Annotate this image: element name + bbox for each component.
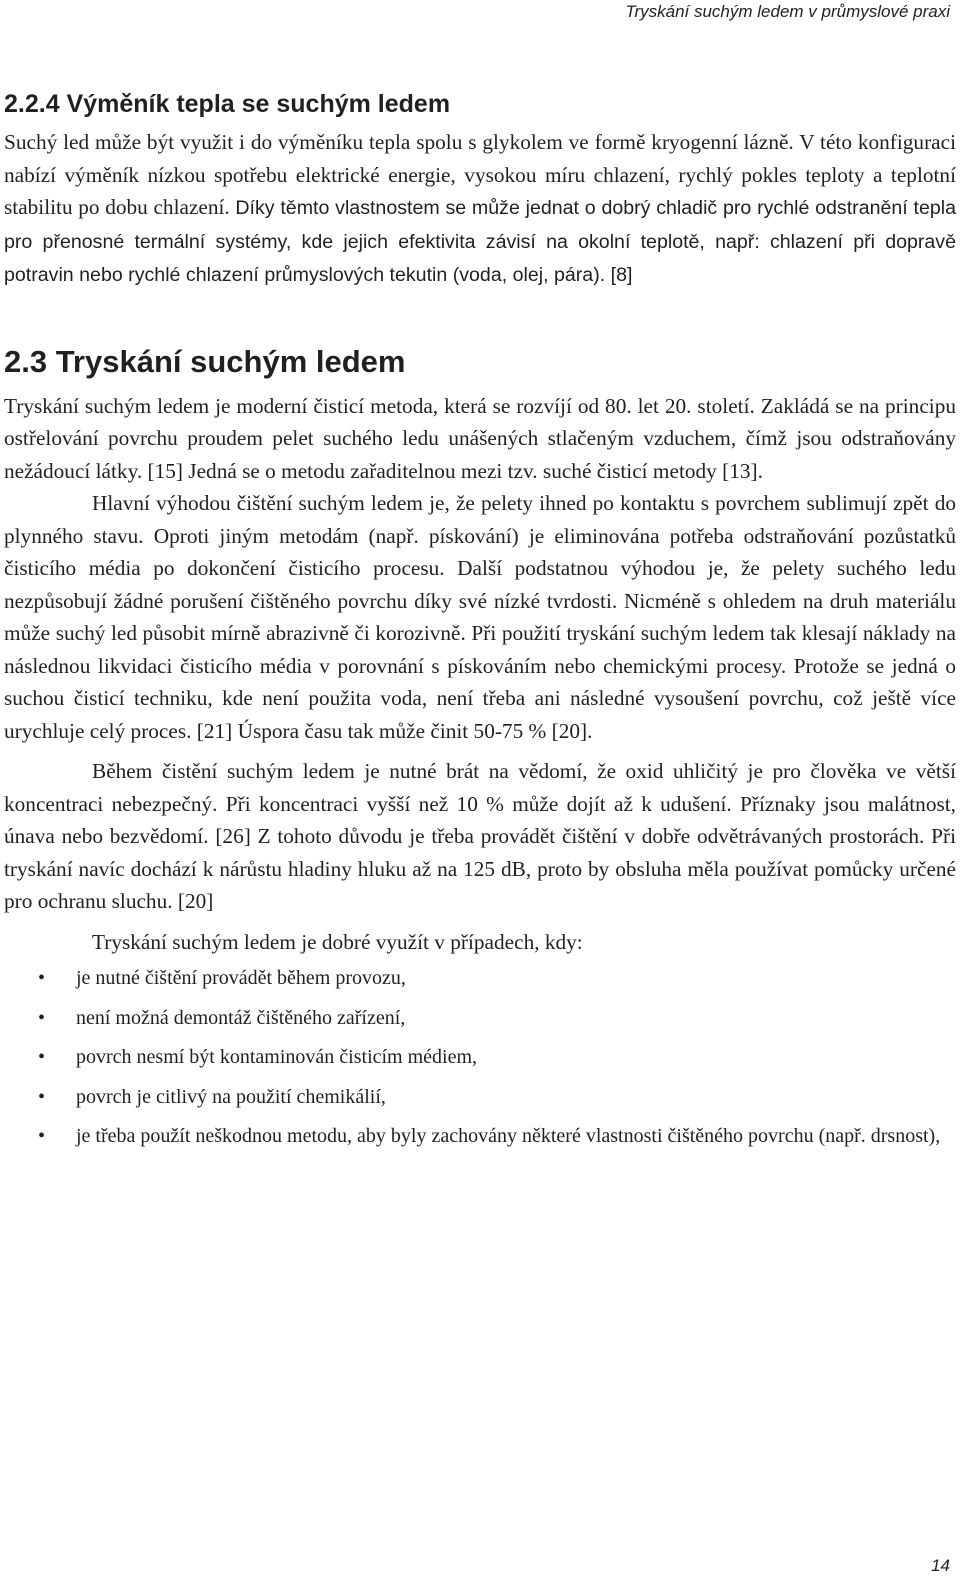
list-item-text: je nutné čištění provádět během provozu, xyxy=(76,967,406,989)
page-number: 14 xyxy=(931,1556,950,1575)
paragraph-main-advantage: Hlavní výhodou čištění suchým ledem je, že pelety ihned po kontaktu s povrchem sublimují zpět do plynného stavu. Oproti jiným metodám (např. pískování) je eliminována potřeba odstraňování pozůstatků čisticího média po dokončení čisticího procesu. Další podstatnou výhodou je, že pelety suchého ledu nezpůsobují žádné porušení čištěného povrchu díky své nízké tvrdosti. Nicméně s ohledem na druh materiálu může suchý led působit mírně abrazivně či korozivně. Při použití tryskání suchým ledem tak klesají náklady na následnou likvidaci čisticího média v porovnání s pískováním nebo chemickými procesy. Protože se jedná o suchou čisticí techniku, kde není použita voda, není třeba ani následné vysoušení povrchu, což ještě více urychluje celý proces. [21] Úspora času tak může činit 50-75 % [20]. xyxy=(4,491,956,743)
running-header: Tryskání suchým ledem v průmyslové praxi xyxy=(625,2,950,21)
list-item xyxy=(4,1041,956,1074)
list-item xyxy=(4,1120,956,1153)
section-heading-2-2-4: 2.2.4 Výměník tepla se suchým ledem xyxy=(4,90,451,118)
paragraph-heat-exchanger-part1: Suchý led může být využit i do výměníku tepla spolu s glykolem ve formě kryogenní lázně. V této konfiguraci nabízí výměník nízkou spotřebu elektrické energie, vysokou míru chlazení, rychlý pokles teploty a teplotní stabilitu po dobu chlazení. xyxy=(4,130,956,219)
list-item-text: povrch je citlivý na použití chemikálií, xyxy=(76,1085,386,1108)
use-case-list xyxy=(4,962,956,1153)
list-item xyxy=(4,962,956,995)
bullet-icon: • xyxy=(38,967,46,989)
paragraph-heat-exchanger-part2: Díky těmto vlastnostem se může jednat o dobrý chladič pro rychlé odstranění tepla pro přenosné termální systémy, kde jejich efektivita závisí na okolní teplotě, např: chlazení při dopravě potravin nebo rychlé chlazení průmyslových tekutin (voda, olej, pára). [8] xyxy=(4,197,956,286)
bullet-icon: • xyxy=(38,1006,46,1029)
section-heading-2-3: 2.3 Tryskání suchým ledem xyxy=(4,343,406,379)
page-content xyxy=(4,86,956,1160)
list-item xyxy=(4,1081,956,1114)
list-item-text: není možná demontáž čištěného zařízení, xyxy=(76,1006,406,1029)
bullet-icon: • xyxy=(38,1085,46,1108)
bullet-icon: • xyxy=(38,1125,46,1147)
list-item-text: povrch nesmí být kontaminován čisticím médiem, xyxy=(76,1046,478,1068)
list-intro: Tryskání suchým ledem je dobré využít v případech, kdy: xyxy=(92,929,583,954)
paragraph-safety: Během čistění suchým ledem je nutné brát na vědomí, že oxid uhličitý je pro člověka ve větší koncentraci nebezpečný. Při koncentraci vyšší než 10 % může dojít až k udušení. Příznaky jsou malátnost, únava nebo bezvědomí. [26] Z tohoto důvodu je třeba provádět čištění v dobře odvětrávaných prostorách. Při tryskání navíc dochází k nárůstu hladiny hluku až na 125 dB, proto by obsluha měla používat pomůcky určené pro ochranu sluchu. [20] xyxy=(4,759,956,913)
list-item xyxy=(4,1002,956,1035)
bullet-icon: • xyxy=(38,1046,46,1068)
paragraph-heat-exchanger xyxy=(4,126,956,292)
list-item-text: je třeba použít neškodnou metodu, aby byly zachovány některé vlastnosti čištěného povrchu (např. drsnost), xyxy=(76,1125,941,1147)
paragraph-dry-ice-intro: Tryskání suchým ledem je moderní čisticí metoda, která se rozvíjí od 80. let 20. století. Zakládá se na principu ostřelování povrchu proudem pelet suchého ledu unášených stlačeným vzduchem, čímž jsou odstraňovány nežádoucí látky. [15] Jedná se o metodu zařaditelnou mezi tzv. suché čisticí metody [13]. xyxy=(4,393,956,483)
